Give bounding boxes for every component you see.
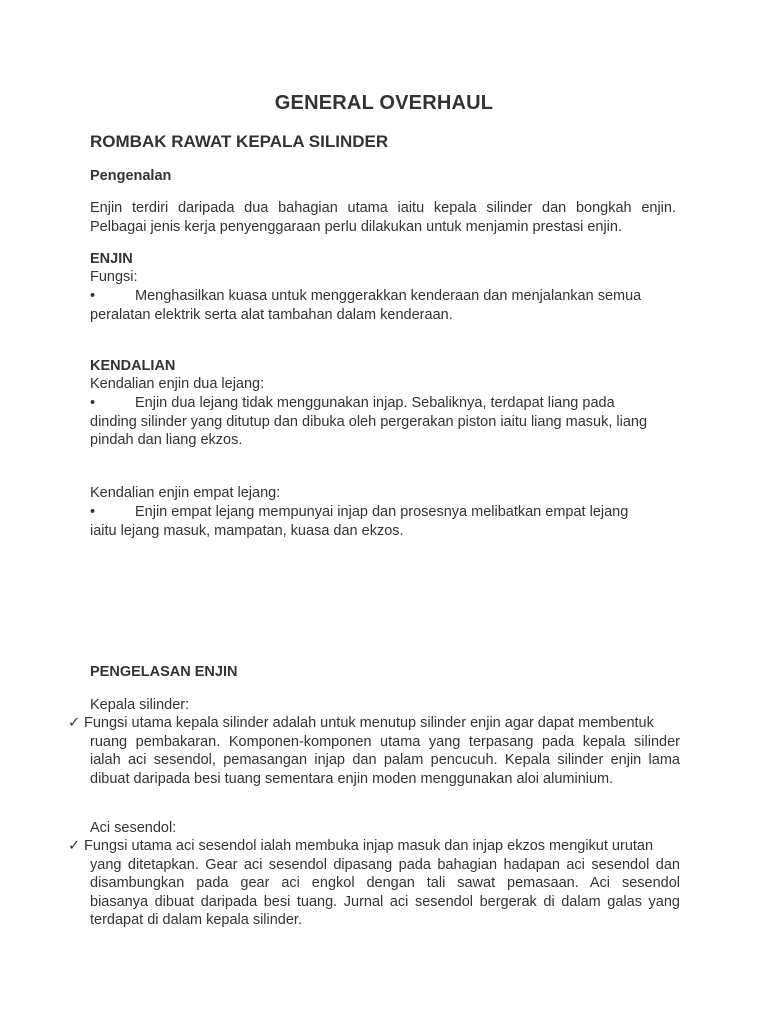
enjin-label: Fungsi: bbox=[90, 269, 138, 285]
bullet-icon: • bbox=[90, 395, 96, 411]
intro-line: Pelbagai jenis kerja penyenggaraan perlu dilakukan untuk menjamin prestasi enjin. bbox=[90, 218, 622, 235]
check-text: dibuat daripada besi tuang sementara enjin moden menggunakan aloi aluminium. bbox=[90, 770, 614, 787]
kendalian-empat-label: Kendalian enjin empat lejang: bbox=[90, 485, 281, 501]
check-text-cont bbox=[68, 733, 680, 789]
kendalian-empat-bullet-item bbox=[90, 503, 680, 540]
bullet-text: peralatan elektrik serta alat tambahan dalam kenderaan. bbox=[90, 306, 453, 323]
check-text: ruang pembakaran. Komponen-komponen utama yang terpasang pada kepala silinder bbox=[90, 733, 680, 750]
bullet-text: iaitu lejang masuk, mampatan, kuasa dan ekzos. bbox=[90, 522, 404, 539]
bullet-text: pindah dan liang ekzos. bbox=[90, 432, 243, 448]
check-text: biasanya dibuat daripada besi tuang. Jurnal aci sesendol bergerak di dalam galas yang bbox=[90, 893, 680, 910]
kepala-check-item bbox=[68, 714, 680, 788]
check-text: Fungsi utama aci sesendol ialah membuka injap masuk dan injap ekzos mengikut urutan bbox=[84, 838, 654, 854]
bullet-text: Enjin empat lejang mempunyai injap dan prosesnya melibatkan empat lejang bbox=[135, 504, 629, 520]
check-text: Fungsi utama kepala silinder adalah untuk menutup silinder enjin agar dapat membentuk bbox=[84, 715, 654, 731]
bullet-icon: • bbox=[90, 288, 96, 304]
bullet-text: Enjin dua lejang tidak menggunakan injap. Sebaliknya, terdapat liang pada bbox=[135, 395, 615, 411]
intro-heading: Pengenalan bbox=[90, 168, 172, 184]
intro-paragraph bbox=[90, 199, 676, 236]
kepala-label: Kepala silinder: bbox=[90, 697, 190, 713]
check-text: yang ditetapkan. Gear aci sesendol dipasang pada bahagian hadapan aci sesendol dan bbox=[90, 856, 680, 873]
aci-label: Aci sesendol: bbox=[90, 820, 177, 836]
check-text: ialah aci sesendol, pemasangan injap dan palam pencucuh. Kepala silinder enjin lama bbox=[90, 752, 680, 768]
check-icon: ✓ bbox=[68, 715, 81, 731]
bullet-icon: • bbox=[90, 504, 96, 520]
bullet-text: dinding silinder yang ditutup dan dibuka oleh pergerakan piston iaitu liang masuk, liang bbox=[90, 413, 648, 430]
pengelasan-heading: PENGELASAN ENJIN bbox=[90, 664, 238, 680]
kendalian-dua-label: Kendalian enjin dua lejang: bbox=[90, 376, 265, 392]
aci-check-item bbox=[68, 837, 680, 930]
check-text-cont bbox=[68, 856, 680, 930]
enjin-heading: ENJIN bbox=[90, 251, 133, 267]
enjin-bullet-item bbox=[90, 287, 680, 324]
check-text: terdapat di dalam kepala silinder. bbox=[90, 912, 302, 928]
document-title: GENERAL OVERHAUL bbox=[274, 92, 494, 114]
intro-line: Enjin terdiri daripada dua bahagian utama iaitu kepala silinder dan bongkah enjin. bbox=[90, 200, 676, 216]
check-text: disambungkan pada gear aci engkol dengan tali sawat pemasaan. Aci sesendol bbox=[90, 875, 680, 891]
kendalian-heading: KENDALIAN bbox=[90, 358, 176, 374]
check-icon: ✓ bbox=[68, 838, 81, 854]
section-title: ROMBAK RAWAT KEPALA SILINDER bbox=[90, 132, 389, 151]
kendalian-dua-bullet-item bbox=[90, 394, 680, 450]
bullet-text: Menghasilkan kuasa untuk menggerakkan kenderaan dan menjalankan semua bbox=[135, 288, 642, 304]
